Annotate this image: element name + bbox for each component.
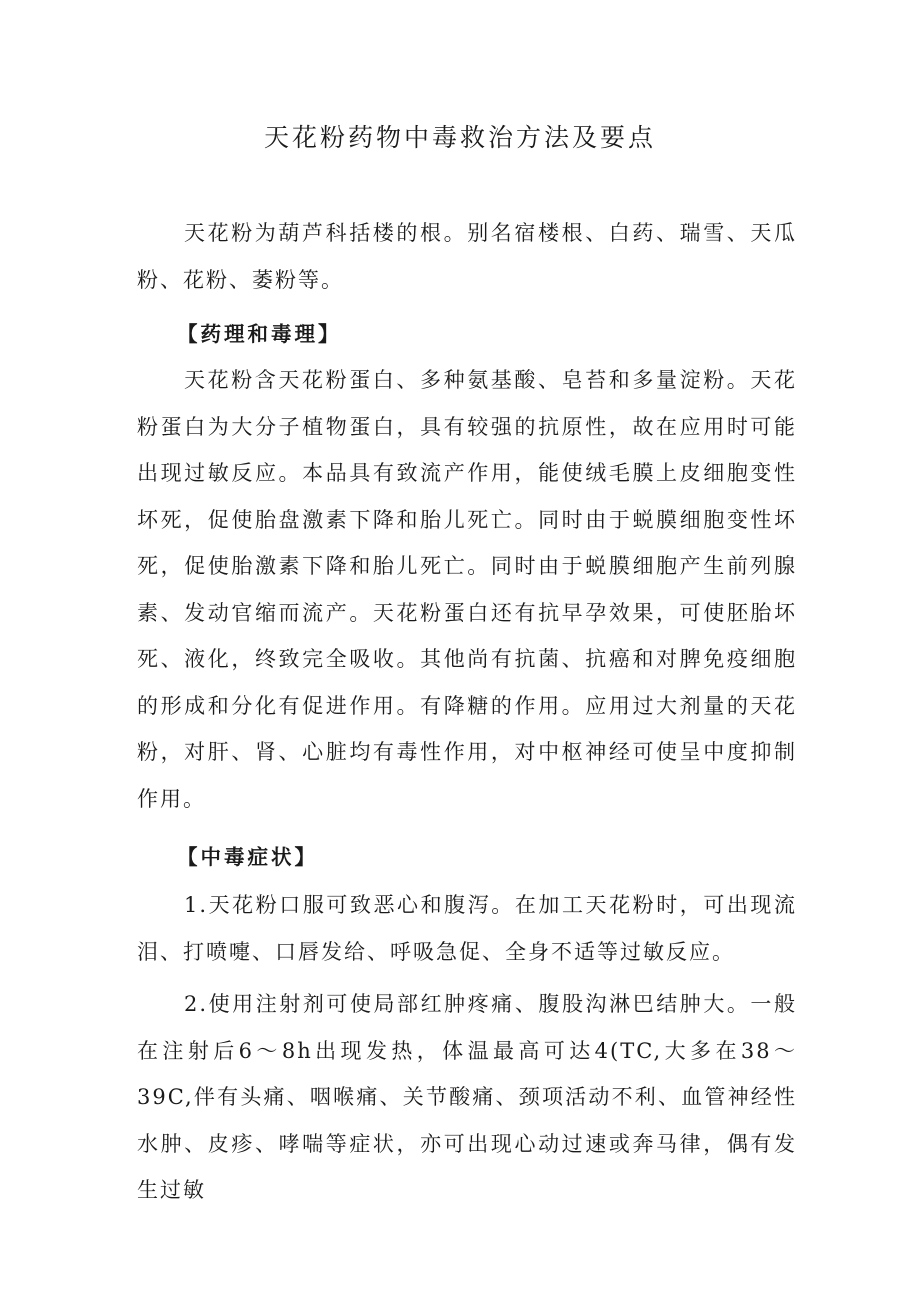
intro-paragraph: 天花粉为葫芦科括楼的根。别名宿楼根、白药、瑞雪、天瓜粉、花粉、萎粉等。 <box>137 221 797 292</box>
document-body <box>137 210 797 1220</box>
section-pharmacology <box>137 311 797 822</box>
section-symptoms <box>137 834 797 1214</box>
section-heading-pharmacology: 【药理和毒理】 <box>177 322 342 346</box>
document-title: 天花粉药物中毒救治方法及要点 <box>263 123 656 152</box>
symptom-item-2: 2.使用注射剂可使局部红肿疼痛、腹股沟淋巴结肿大。一般在注射后6～8h出现发热，体温最高可达4(TC,大多在38～39C,伴有头痛、咽喉痛、关节酸痛、颈项活动不利、血管神经性水肿、皮疹、哮喘等症状，亦可出现心动过速或奔马律，偶有发生过敏 <box>137 992 797 1202</box>
symptom-item-1: 1.天花粉口服可致恶心和腹泻。在加工天花粉时，可出现流泪、打喷嚏、口唇发给、呼吸急促、全身不适等过敏反应。 <box>137 893 797 964</box>
section-heading-symptoms: 【中毒症状】 <box>177 845 318 869</box>
pharmacology-paragraph: 天花粉含天花粉蛋白、多种氨基酸、皂苔和多量淀粉。天花粉蛋白为大分子植物蛋白，具有较强的抗原性，故在应用时可能出现过敏反应。本品具有致流产作用，能使绒毛膜上皮细胞变性坏死，促使胎盘激素下降和胎儿死亡。同时由于蜕膜细胞变性坏死，促使胎激素下降和胎儿死亡。同时由于蜕膜细胞产生前列腺素、发动官缩而流产。天花粉蛋白还有抗早孕效果，可使胚胎坏死、液化，终致完全吸收。其他尚有抗菌、抗癌和对脾免疫细胞的形成和分化有促进作用。有降糖的作用。应用过大剂量的天花粉，对肝、肾、心脏均有毒性作用，对中枢神经可使呈中度抑制作用。 <box>137 368 797 811</box>
